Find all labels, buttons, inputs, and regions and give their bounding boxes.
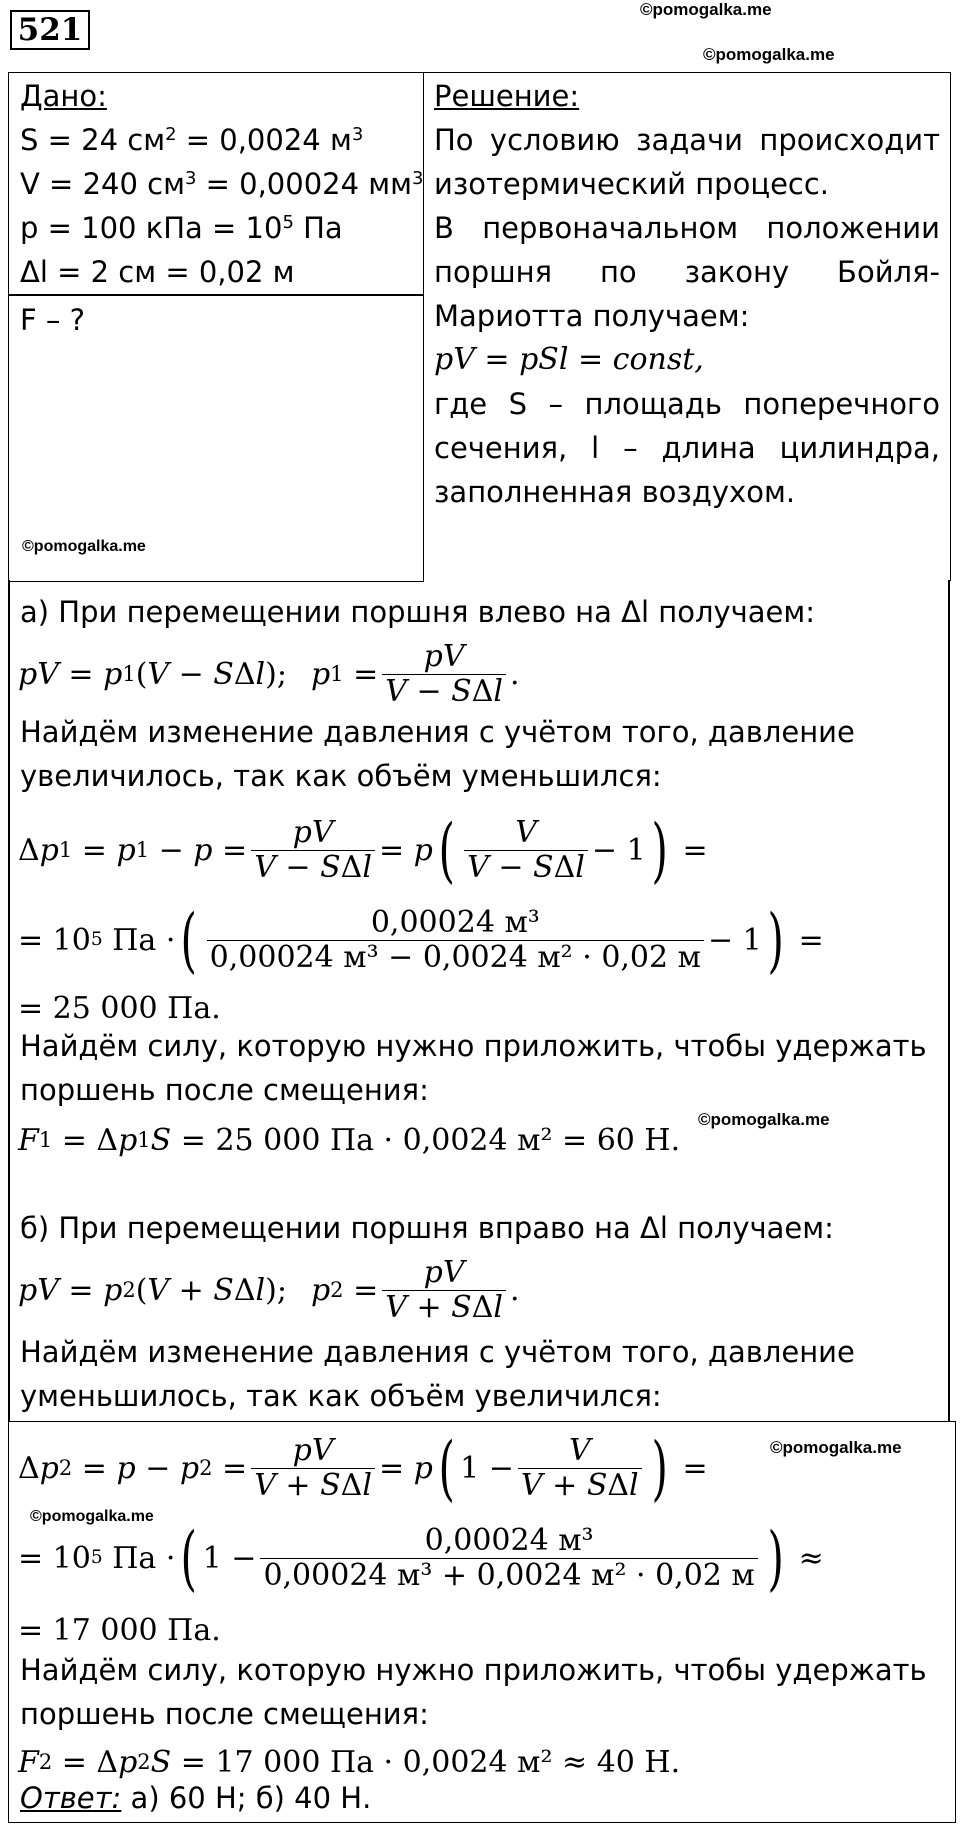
- solution-line: сечения, l – длина цилиндра,: [434, 431, 940, 465]
- eq-a-numeric: = 10 5 Па · ( $\frac{\text{0,00024 м³}}{\text{0,00024 м³ − 0,0024 м² · 0,02 м}}$ − 1 ) =: [18, 899, 824, 981]
- part-a-text2: увеличилось, так как объём уменьшился:: [20, 759, 662, 793]
- part-a-text4: поршень после смещения:: [20, 1073, 429, 1107]
- solution-line: заполненная воздухом.: [434, 475, 796, 509]
- watermark-top-2: ©pomogalka.me: [703, 45, 835, 64]
- solution-line: Мариотта получаем:: [434, 299, 750, 333]
- solution-line: По условию задачи происходит: [434, 123, 940, 157]
- eq-a-denominator: 0,00024 м³ − 0,0024 м² · 0,02 м: [207, 940, 704, 975]
- answer-label: Ответ:: [20, 1781, 122, 1815]
- eq-b-numerator: 0,00024 м³: [424, 1522, 594, 1558]
- part-b-text3: Найдём силу, которую нужно приложить, чтобы удержать: [20, 1653, 927, 1687]
- given-line-displacement: Δl = 2 см = 0,02 м: [20, 255, 295, 289]
- part-a-text1: Найдём изменение давления с учётом того, давление: [20, 715, 855, 749]
- given-title: Дано:: [20, 79, 107, 113]
- given-line-pressure: p = 100 кПа = $10^5$ Па: [20, 211, 343, 245]
- eq-a-numerator: 0,00024 м³: [370, 904, 540, 940]
- eq-b-force: F 2 = Δ p 2 S = 17 000 Па · 0,0024 м² ≈ 40 Н.: [18, 1744, 681, 1780]
- part-b-intro: б) При перемещении поршня вправо на Δl получаем:: [20, 1211, 834, 1245]
- eq-b-numeric: = 10 5 Па · ( 1 − $\frac{\text{0,00024 м³}}{\text{0,00024 м³ + 0,0024 м² · 0,02 м}}$ ) ≈: [18, 1517, 824, 1599]
- answer: [20, 1776, 371, 1820]
- solution-line: изотермический процесс.: [434, 167, 830, 201]
- part-b-text4: поршень после смещения:: [20, 1697, 429, 1731]
- given-line-area: S = 24 $см^2 = 0,0024$ $м^3$: [20, 123, 364, 157]
- watermark-part-b-2: ©pomogalka.me: [30, 1508, 154, 1525]
- answer-text: а) 60 Н; б) 40 Н.: [121, 1781, 372, 1815]
- solution-line: В первоначальном положении: [434, 211, 940, 245]
- frame-left-mid: [8, 580, 10, 1422]
- given-block: [20, 74, 423, 294]
- given-line-volume: V = 240 $см^3 = 0,00024$ $мм^3$: [20, 167, 424, 201]
- watermark-part-b: ©pomogalka.me: [770, 1438, 902, 1457]
- eq-b-boyle: pV = p 2 ( V + S Δ l ); p 2 = $\frac{pV}{\text{V + SΔl}}$ .: [18, 1254, 520, 1325]
- part-a-intro: а) При перемещении поршня влево на Δl получаем:: [20, 595, 816, 629]
- eq-a-boyle: pV = p 1 ( V − S Δ l ); p 1 = $\frac{pV}{\text{V − SΔl}}$ .: [18, 638, 520, 709]
- eq-b-delta-p: Δ p 2 = p − p 2 = $\frac{pV}{\text{V + SΔl}}$ = p ( 1 − $\frac{V}{\text{V + SΔl}}$ ) =: [18, 1427, 708, 1509]
- watermark-given: ©pomogalka.me: [22, 538, 146, 555]
- solution-line: где S – площадь поперечного: [434, 387, 940, 421]
- solution-block: [434, 74, 940, 514]
- watermark-part-a: ©pomogalka.me: [698, 1110, 830, 1129]
- frame-right-mid: [948, 580, 950, 1422]
- solution-title: Решение:: [434, 79, 580, 113]
- given-divider: [8, 294, 424, 296]
- part-b-text1: Найдём изменение давления с учётом того, давление: [20, 1335, 855, 1369]
- eq-b-denominator: 0,00024 м³ + 0,0024 м² · 0,02 м: [260, 1558, 757, 1593]
- part-a-text3: Найдём силу, которую нужно приложить, чтобы удержать: [20, 1029, 927, 1063]
- solution-formula: pV = pSl = const,: [434, 342, 704, 377]
- part-b-result: = 17 000 Па.: [18, 1612, 221, 1648]
- watermark-top: ©pomogalka.me: [640, 0, 772, 19]
- eq-a-delta-p: Δ p 1 = p 1 − p = $\frac{pV}{\text{V − SΔl}}$ = p ( $\frac{V}{\text{V − SΔl}}$ − 1 ) =: [18, 809, 708, 891]
- problem-number: 521: [10, 10, 90, 50]
- part-b-text2: уменьшилось, так как объём увеличился:: [20, 1379, 662, 1413]
- find-label: F – ?: [20, 303, 86, 337]
- eq-a-force: F 1 = Δ p 1 S = 25 000 Па · 0,0024 м² = 60 Н.: [18, 1122, 681, 1158]
- part-a-result: = 25 000 Па.: [18, 990, 221, 1026]
- solution-line: поршня по закону Бойля-: [434, 255, 940, 289]
